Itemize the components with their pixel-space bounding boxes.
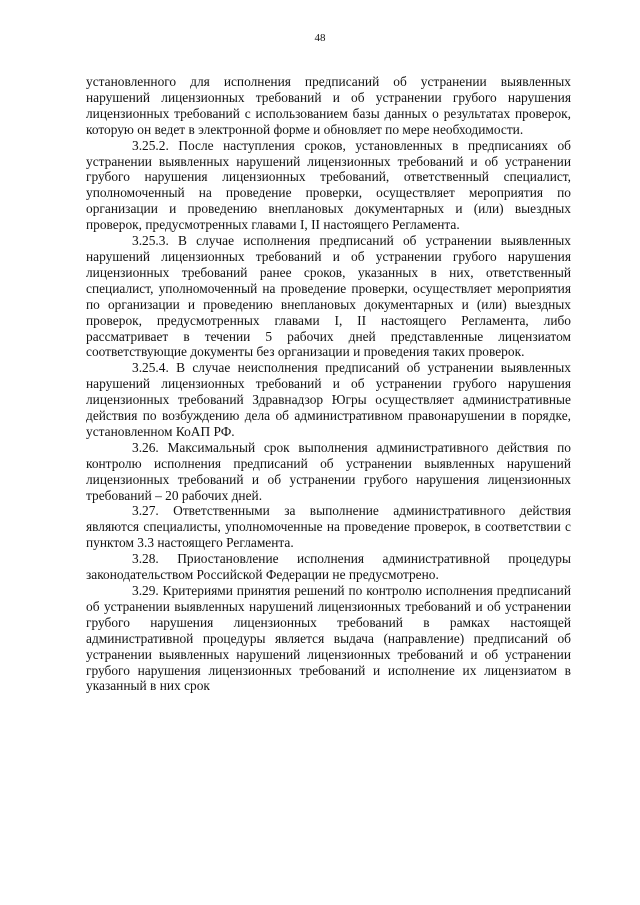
page-number: 48: [314, 32, 326, 44]
paragraph-3-26: 3.26. Максимальный срок выполнения административного действия по контролю исполнения предписаний об устранении выявленных нарушений лицензионных требований и об устранении грубого нарушения лицензионных требований – 20 рабочих дней.: [86, 439, 571, 503]
paragraph-3-25-3: 3.25.3. В случае исполнения предписаний об устранении выявленных нарушений лицензионных требований и об устранении грубого нарушения лицензионных требований ранее сроков, указанных в них, ответственный специалист, уполномоченный на проведение проверки, осуществляет мероприятия по организации и проведению внеплановых документарных и (или) выездных проверок, предусмотренных главами I, II настоящего Регламента, либо рассматривает в течении 5 рабочих дней представленные лицензиатом соответствующие документы без организации и проведения таких проверок.: [86, 233, 571, 360]
document-body: [86, 74, 571, 694]
paragraph-continuation: установленного для исполнения предписаний об устранении выявленных нарушений лицензионных требований и об устранении грубого нарушения лицензионных требований с использованием базы данных о результатах проверок, которую он ведет в электронной форме и обновляет по мере необходимости.: [86, 74, 571, 137]
paragraph-3-29: 3.29. Критериями принятия решений по контролю исполнения предписаний об устранении выявленных нарушений лицензионных требований и об устранении грубого нарушения лицензионных требований в рамках настоящей административной процедуры является выдача (направление) предписаний об устранении выявленных нарушений лицензионных требований и об устранении грубого нарушения лицензионных требований и исполнение их лицензиатом в указанный в них срок: [86, 583, 571, 694]
paragraph-3-28: 3.28. Приостановление исполнения административной процедуры законодательством Российской Федерации не предусмотрено.: [86, 551, 571, 583]
paragraph-3-25-4: 3.25.4. В случае неисполнения предписаний об устранении выявленных нарушений лицензионных требований и об устранении грубого нарушения лицензионных требований Здравнадзор Югры осуществляет административные действия по возбуждению дела об административном правонарушении в порядке, установленном КоАП РФ.: [86, 360, 571, 439]
paragraph-3-25-2: 3.25.2. После наступления сроков, установленных в предписаниях об устранении выявленных нарушений лицензионных требований и об устранении грубого нарушения лицензионных требований, ответственный специалист, уполномоченный на проведение проверки, осуществляет мероприятия по организации и проведению внеплановых документарных и (или) выездных проверок, предусмотренных главами I, II настоящего Регламента.: [86, 137, 571, 233]
paragraph-3-27: 3.27. Ответственными за выполнение административного действия являются специалисты, уполномоченные на проведение проверок, в соответствии с пунктом 3.3 настоящего Регламента.: [86, 503, 571, 551]
